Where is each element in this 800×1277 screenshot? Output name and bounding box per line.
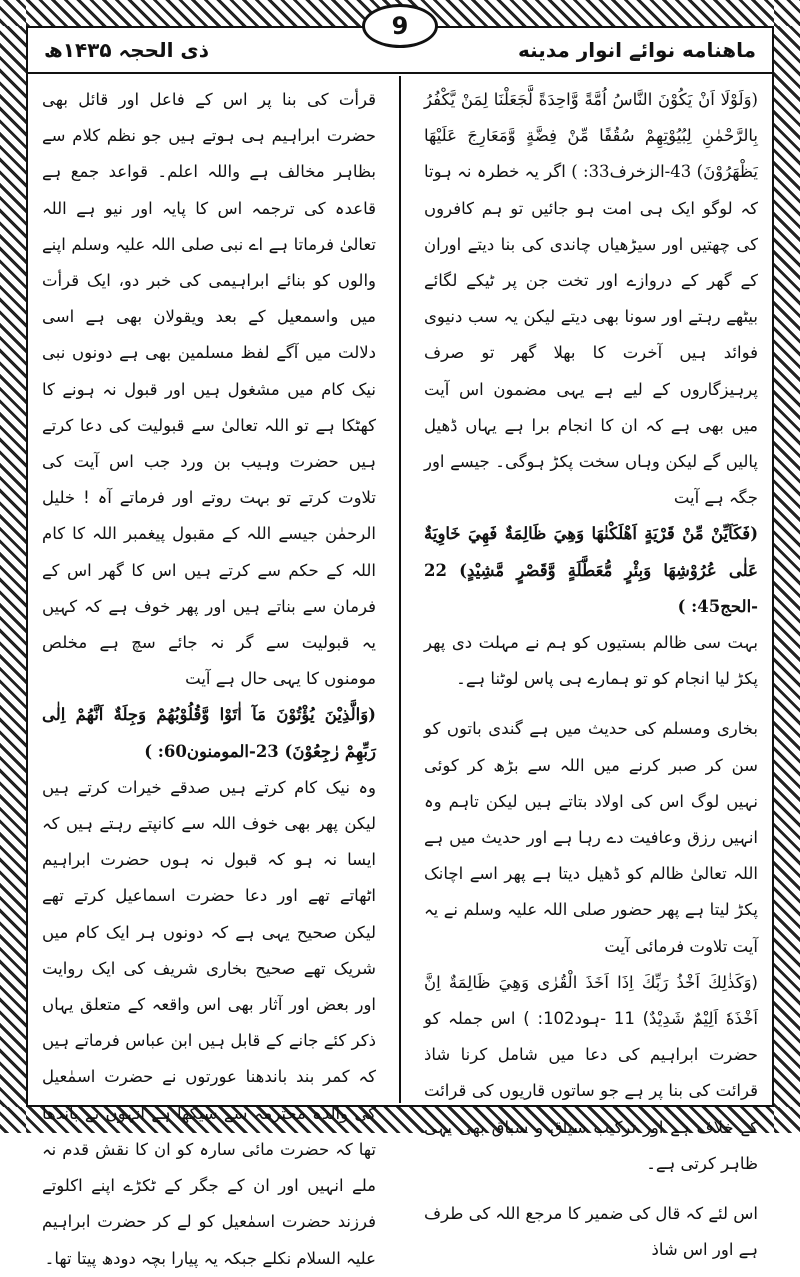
quran-verse-hajj: (فَكَاَيِّنْ مِّنْ قَرْيَةٍ اَهْلَكْنٰهَا وَهِيَ ظَالِمَةٌ فَهِيَ خَاوِيَةٌ عَلٰى عُرُوْشِهَا وَبِئْرٍ مُّعَطَّلَةٍ وَّقَصْرٍ مَّشِيْدٍ) 22 -الحج45: ) [424,524,758,616]
left-column [34,82,384,1268]
quran-verse-hud: (وَكَذٰلِكَ اَخْذُ رَبِّكَ اِذَا اَخَذَ الْقُرٰى وَهِيَ ظَالِمَةٌ اِنَّ اَخْذَهٗ اَلِيْمٌ شَدِيْدٌ) 11 -ہود102: ) اس جملہ کو حضرت ابراہیم کی دعا میں شامل کرنا شاذ قرائت کی بنا پر ہے جو ساتوں قاریوں کی قرائت کے خلاف ہے اور ترکیب سیاق و سباق بھی یہی ظاہر کرتی ہے۔ [424,972,758,1173]
issue-date: ذی الحجہ ۱۴۳۵ھ [44,38,210,62]
paragraph: بخاری ومسلم کی حدیث میں ہے گندی باتوں کو سن کر صبر کرنے میں اللہ سے بڑھ کر کوئی نہیں لوگ اس کی اولاد بتاتے ہیں لیکن تاہم وہ انہیں رزق وعافیت دے رہا ہے اور حدیث میں ہے اللہ تعالیٰ ظالم کو ڈھیل دیتا ہے پھر اسے اچانک پکڑ لیتا ہے پھر حضور صلی اللہ علیہ وسلم نے یہ آیت تلاوت فرمائی آیت [424,719,758,956]
paragraph: اس لئے کہ قال کی ضمیر کا مرجع اللہ کی طرف ہے اور اس شاذ [423,1204,758,1260]
paragraph: وہ نیک کام کرتے ہیں صدقے خیرات کرتے ہیں لیکن پھر بھی خوف اللہ سے کانپتے رہتے ہیں کہ ایسا نہ ہو کہ قبول نہ ہوں حضرت ابراہیم اٹھاتے تھے اور دعا حضرت اسماعیل کرتے تھے لیکن صحیح یہی ہے کہ دونوں ہر ایک کام میں شریک تھے صحیح بخاری شریف کی ایک روایت اور بعض اور آثار بھی اس واقعہ کے متعلق یہاں ذکر کئے جانے کے قابل ہیں ابن عباس فرماتے ہیں کہ کمر بند باندھنا عورتوں نے حضرت اسمٰعیل کی والدہ محترمہ سے سیکھا ہے انہوں نے باندھا تھا کہ حضرت مائی سارہ کو ان کا نقش قدم نہ ملے انہیں اور ان کے جگر کے ٹکڑے اپنے اکلوتے فرزند حضرت اسمٰعیل کو لے کر حضرت ابراہیم علیہ السلام نکلے جبکہ یہ پیارا بچہ دودھ پیتا تھا۔ [42,777,376,1268]
paragraph: قرأت کی بنا پر اس کے فاعل اور قائل بھی حضرت ابراہیم ہی ہوتے ہیں جو نظم کلام سے بظاہر مخالف ہے واللہ اعلم۔ قواعد جمع ہے قاعدہ کی ترجمہ اس کا پایہ اور نیو ہے اللہ تعالیٰ فرماتا ہے اے نبی صلی اللہ علیہ وسلم اپنے والوں کو بنائے ابراہیمی کی خبر دو، ایک قرأت میں واسمعیل کے بعد ویقولان بھی ہے اسی دلالت میں آگے لفظ مسلمین بھی ہے دونوں نبی نیک کام میں مشغول ہیں اور قبول نہ ہونے کا کھٹکا ہے تو اللہ تعالیٰ سے قبولیت کی دعا کرتے ہیں حضرت وہیب بن ورد جب اس آیت کی تلاوت کرتے تو بہت روتے اور فرماتے آہ ! خلیل الرحمٰن جیسے اللہ کے مقبول پیغمبر اللہ کا کام اللہ کے حکم سے کرتے ہیں اس کا گھر اس کے فرمان سے بناتے ہیں اور پھر خوف ہے کہ کہیں یہ قبولیت سے گر نہ جائے سچ ہے مخلص مومنوں کا یہی حال ہے آیت [42,90,376,689]
quran-verse-muminun: (وَالَّذِيْنَ يُؤْتُوْنَ مَآ اٰتَوْا وَّقُلُوْبُهُمْ وَجِلَةٌ اَنَّهُمْ اِلٰى رَبِّهِمْ رٰجِعُوْنَ) 23-المومنون60: ) [42,705,376,761]
paragraph: بہت سی ظالم بستیوں کو ہم نے مہلت دی پھر پکڑ لیا انجام کو تو ہمارے ہی پاس لوٹنا ہے۔ [424,633,758,689]
column-divider [399,76,401,1103]
quran-verse-zukhruf: (وَلَوْلَا اَنْ يَكُوْنَ النَّاسُ اُمَّةً وَّاحِدَةً لَّجَعَلْنَا لِمَنْ يَّكْفُرُ بِالرَّحْمٰنِ لِبُيُوْتِهِمْ سُقُفًا مِّنْ فِضَّةٍ وَّمَعَارِجَ عَلَيْهَا يَظْهَرُوْنَ) 43-الزخرف33: ) اگر یہ خطرہ نہ ہوتا کہ لوگو ایک ہی امت ہو جائیں تو ہم کافروں کی چھتیں اور سیڑھیاں چاندی کی بنا دیتے اوران کے گھر کے دروازے اور تخت جن پر ٹیکے لگائے بیٹھے رہتے اور سونا بھی دیتے لیکن یہ سب دنیوی فوائد ہیں آخرت کا بھلا گھر تو صرف پرہیزگاروں کے لیے ہے یہی مضمون اس آیت میں بھی ہے کہ ان کا انجام برا ہے یہاں ڈھیل پالیں گے لیکن وہاں سخت پکڑ ہوگی۔ جیسے اور جگہ ہے آیت [424,90,758,508]
page-number: 9 [362,4,438,48]
right-column [416,82,766,1260]
magazine-title: ماهنامه نوائے انوار مدینه [518,38,756,62]
